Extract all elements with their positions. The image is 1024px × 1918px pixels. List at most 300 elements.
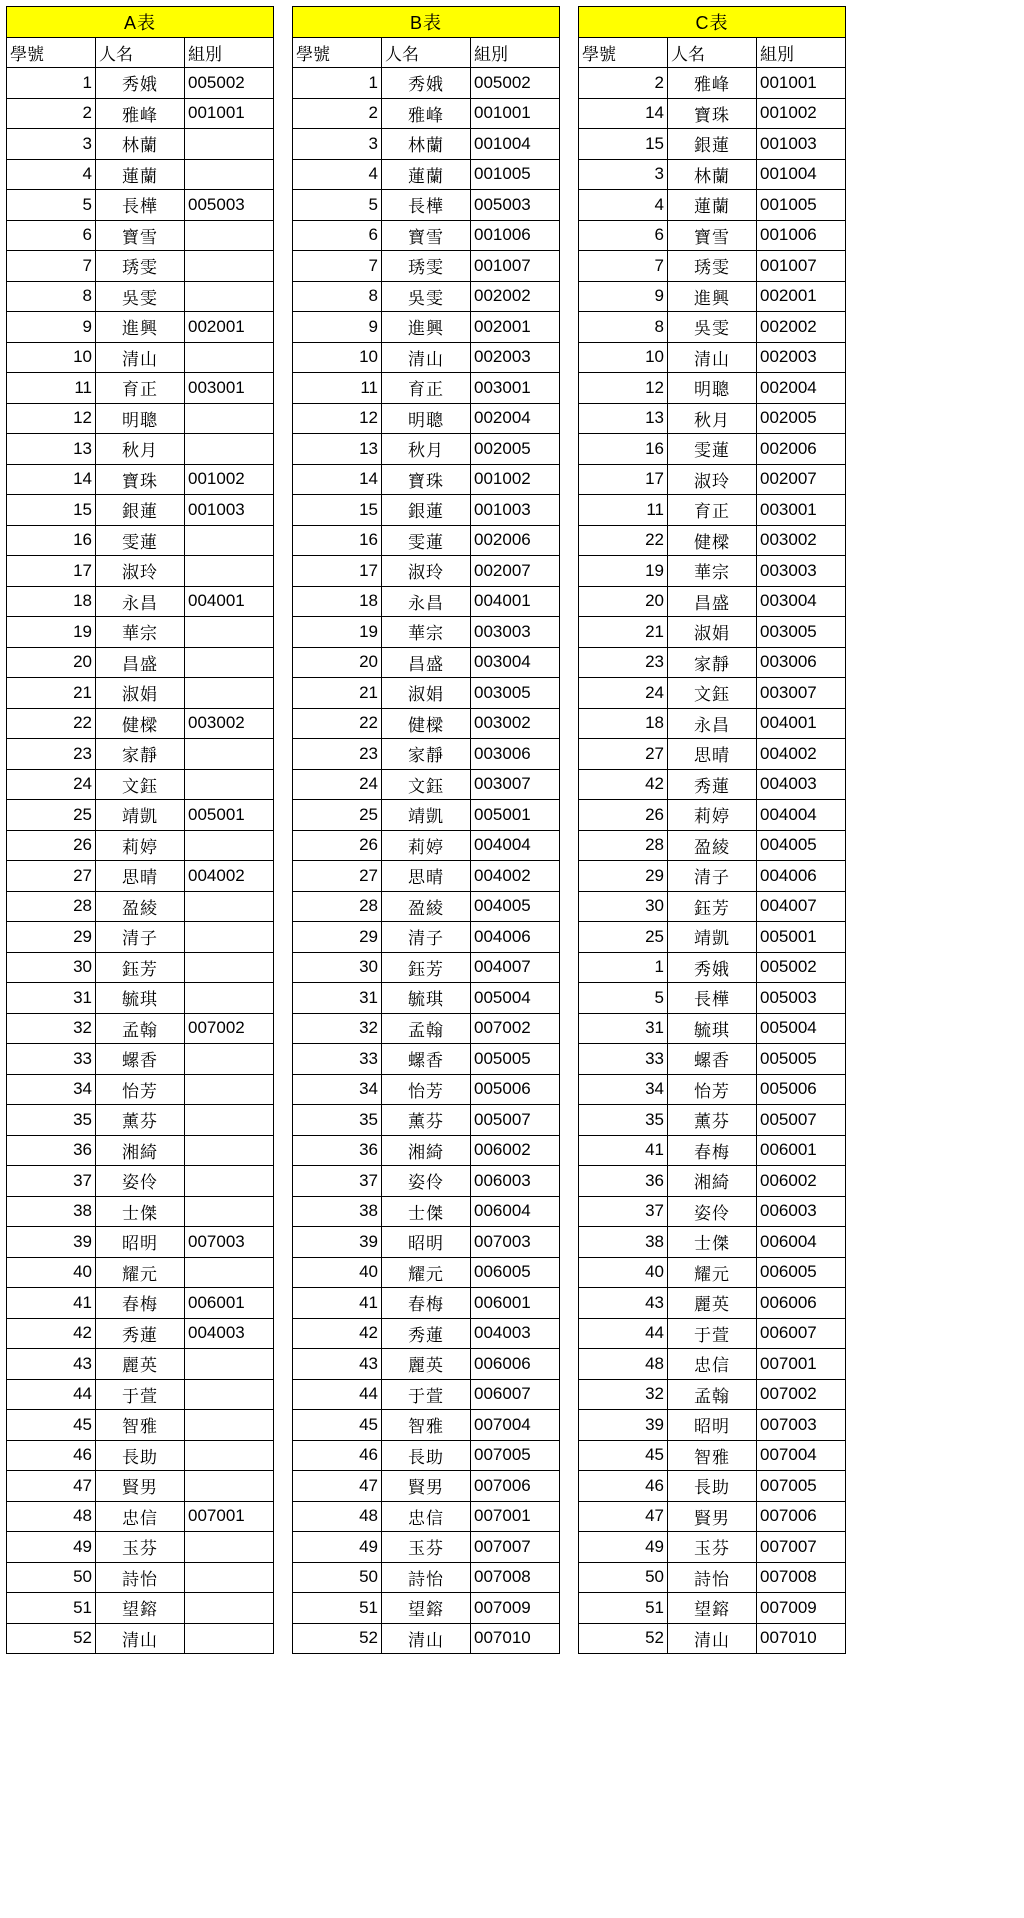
cell-person-name: 秀娥: [668, 952, 757, 983]
cell-person-name: 雅峰: [96, 98, 185, 129]
data-table-c: [578, 6, 846, 1654]
table-body-b: [293, 68, 560, 1654]
cell-group-id: 007010: [757, 1623, 846, 1654]
cell-group-id: 007002: [757, 1379, 846, 1410]
table-row: [293, 739, 560, 770]
cell-student-id: 28: [7, 891, 96, 922]
cell-student-id: 47: [579, 1501, 668, 1532]
cell-student-id: 9: [293, 312, 382, 343]
cell-group-id: 001006: [757, 220, 846, 251]
cell-person-name: 清山: [382, 1623, 471, 1654]
cell-person-name: 螺香: [96, 1044, 185, 1075]
cell-person-name: 鈺芳: [96, 952, 185, 983]
cell-group-id: [185, 1349, 274, 1380]
cell-person-name: 薰芬: [96, 1105, 185, 1136]
cell-student-id: 52: [579, 1623, 668, 1654]
cell-person-name: 長樺: [668, 983, 757, 1014]
cell-person-name: 淑娟: [382, 678, 471, 709]
cell-student-id: 42: [7, 1318, 96, 1349]
cell-group-id: [185, 251, 274, 282]
table-row: [579, 312, 846, 343]
table-row: [7, 190, 274, 221]
table-row: [579, 1135, 846, 1166]
cell-person-name: 孟翰: [382, 1013, 471, 1044]
table-row: [7, 129, 274, 160]
cell-group-id: 002007: [757, 464, 846, 495]
cell-person-name: 蓮蘭: [382, 159, 471, 190]
cell-student-id: 37: [579, 1196, 668, 1227]
cell-person-name: 昌盛: [668, 586, 757, 617]
cell-person-name: 銀蓮: [668, 129, 757, 160]
table-row: [7, 739, 274, 770]
cell-student-id: 35: [293, 1105, 382, 1136]
cell-student-id: 3: [7, 129, 96, 160]
cell-student-id: 22: [579, 525, 668, 556]
cell-group-id: 005006: [471, 1074, 560, 1105]
cell-person-name: 思晴: [668, 739, 757, 770]
cell-person-name: 健樑: [96, 708, 185, 739]
cell-person-name: 玉芬: [96, 1532, 185, 1563]
table-row: [293, 1349, 560, 1380]
table-row: [579, 1074, 846, 1105]
cell-person-name: 淑玲: [382, 556, 471, 587]
cell-student-id: 27: [7, 861, 96, 892]
cell-student-id: 12: [293, 403, 382, 434]
table-row: [293, 1410, 560, 1441]
cell-group-id: 006002: [757, 1166, 846, 1197]
table-row: [579, 1257, 846, 1288]
cell-student-id: 52: [293, 1623, 382, 1654]
cell-group-id: [185, 281, 274, 312]
cell-person-name: 華宗: [382, 617, 471, 648]
cell-student-id: 9: [579, 281, 668, 312]
cell-student-id: 48: [293, 1501, 382, 1532]
cell-person-name: 進興: [668, 281, 757, 312]
cell-person-name: 姿伶: [668, 1196, 757, 1227]
table-row: [7, 1349, 274, 1380]
cell-student-id: 7: [579, 251, 668, 282]
cell-group-id: 007007: [757, 1532, 846, 1563]
table-row: [7, 1288, 274, 1319]
cell-person-name: 湘綺: [668, 1166, 757, 1197]
cell-student-id: 39: [7, 1227, 96, 1258]
column-header-group: 組別: [471, 37, 560, 68]
table-row: [7, 952, 274, 983]
table-row: [579, 1562, 846, 1593]
cell-group-id: [185, 1135, 274, 1166]
cell-person-name: 昌盛: [96, 647, 185, 678]
cell-group-id: 005005: [757, 1044, 846, 1075]
cell-person-name: 薰芬: [668, 1105, 757, 1136]
cell-group-id: 003007: [471, 769, 560, 800]
cell-group-id: 001004: [757, 159, 846, 190]
cell-student-id: 38: [293, 1196, 382, 1227]
cell-student-id: 35: [579, 1105, 668, 1136]
cell-student-id: 20: [7, 647, 96, 678]
cell-student-id: 4: [7, 159, 96, 190]
cell-student-id: 43: [293, 1349, 382, 1380]
table-row: [293, 556, 560, 587]
cell-student-id: 25: [579, 922, 668, 953]
table-row: [7, 830, 274, 861]
cell-group-id: 007006: [471, 1471, 560, 1502]
cell-student-id: 13: [7, 434, 96, 465]
cell-group-id: 007005: [757, 1471, 846, 1502]
cell-group-id: 005003: [185, 190, 274, 221]
cell-student-id: 36: [7, 1135, 96, 1166]
cell-group-id: [185, 1562, 274, 1593]
table-row: [579, 769, 846, 800]
table-row: [293, 830, 560, 861]
cell-person-name: 麗英: [96, 1349, 185, 1380]
cell-group-id: 005004: [471, 983, 560, 1014]
cell-group-id: 001002: [471, 464, 560, 495]
cell-student-id: 11: [7, 373, 96, 404]
table-row: [579, 1288, 846, 1319]
cell-student-id: 38: [579, 1227, 668, 1258]
cell-person-name: 文鈺: [96, 769, 185, 800]
cell-student-id: 39: [293, 1227, 382, 1258]
cell-group-id: [185, 403, 274, 434]
cell-group-id: 004007: [757, 891, 846, 922]
cell-student-id: 10: [293, 342, 382, 373]
cell-group-id: [185, 1593, 274, 1624]
cell-group-id: [185, 434, 274, 465]
column-header-name: 人名: [668, 37, 757, 68]
cell-student-id: 28: [579, 830, 668, 861]
cell-group-id: [185, 1196, 274, 1227]
table-row: [579, 403, 846, 434]
cell-group-id: 007001: [471, 1501, 560, 1532]
cell-student-id: 34: [293, 1074, 382, 1105]
cell-group-id: 006004: [757, 1227, 846, 1258]
cell-student-id: 46: [293, 1440, 382, 1471]
cell-person-name: 清子: [96, 922, 185, 953]
cell-person-name: 詩怡: [382, 1562, 471, 1593]
table-row: [579, 434, 846, 465]
cell-student-id: 21: [579, 617, 668, 648]
cell-person-name: 忠信: [96, 1501, 185, 1532]
cell-person-name: 莉婷: [382, 830, 471, 861]
cell-group-id: 003002: [757, 525, 846, 556]
cell-person-name: 雯蓮: [668, 434, 757, 465]
cell-person-name: 吳雯: [382, 281, 471, 312]
cell-group-id: 007001: [757, 1349, 846, 1380]
cell-student-id: 1: [293, 68, 382, 99]
cell-person-name: 淑娟: [668, 617, 757, 648]
cell-group-id: [185, 1623, 274, 1654]
cell-group-id: 005002: [471, 68, 560, 99]
cell-group-id: [185, 617, 274, 648]
cell-group-id: [185, 1471, 274, 1502]
table-block-b: [292, 6, 560, 1654]
cell-person-name: 清山: [96, 1623, 185, 1654]
table-row: [579, 495, 846, 526]
cell-person-name: 士傑: [382, 1196, 471, 1227]
table-row: [293, 1105, 560, 1136]
cell-student-id: 14: [7, 464, 96, 495]
table-row: [579, 1471, 846, 1502]
cell-group-id: 001004: [471, 129, 560, 160]
cell-group-id: 007003: [185, 1227, 274, 1258]
table-row: [579, 891, 846, 922]
cell-student-id: 5: [579, 983, 668, 1014]
cell-student-id: 2: [293, 98, 382, 129]
cell-student-id: 47: [293, 1471, 382, 1502]
table-row: [7, 1562, 274, 1593]
cell-group-id: [185, 556, 274, 587]
cell-group-id: 003002: [471, 708, 560, 739]
cell-person-name: 靖凱: [382, 800, 471, 831]
cell-group-id: [185, 342, 274, 373]
cell-group-id: 005007: [757, 1105, 846, 1136]
table-row: [293, 403, 560, 434]
table-row: [579, 251, 846, 282]
cell-person-name: 孟翰: [668, 1379, 757, 1410]
cell-group-id: 004003: [185, 1318, 274, 1349]
table-row: [293, 647, 560, 678]
cell-person-name: 華宗: [96, 617, 185, 648]
cell-person-name: 昭明: [96, 1227, 185, 1258]
cell-person-name: 吳雯: [668, 312, 757, 343]
cell-group-id: [185, 983, 274, 1014]
cell-student-id: 12: [579, 373, 668, 404]
cell-student-id: 8: [579, 312, 668, 343]
cell-person-name: 耀元: [96, 1257, 185, 1288]
cell-group-id: 004002: [471, 861, 560, 892]
table-row: [293, 525, 560, 556]
table-row: [293, 1440, 560, 1471]
cell-student-id: 12: [7, 403, 96, 434]
cell-student-id: 36: [293, 1135, 382, 1166]
cell-student-id: 52: [7, 1623, 96, 1654]
table-row: [293, 617, 560, 648]
cell-student-id: 30: [7, 952, 96, 983]
table-row: [293, 1562, 560, 1593]
cell-group-id: [185, 1166, 274, 1197]
table-row: [293, 1532, 560, 1563]
cell-group-id: 004001: [757, 708, 846, 739]
cell-student-id: 49: [7, 1532, 96, 1563]
cell-group-id: 005007: [471, 1105, 560, 1136]
table-row: [293, 678, 560, 709]
cell-person-name: 思晴: [382, 861, 471, 892]
table-row: [293, 1623, 560, 1654]
table-row: [293, 1318, 560, 1349]
cell-person-name: 長樺: [382, 190, 471, 221]
table-row: [293, 434, 560, 465]
cell-person-name: 賢男: [96, 1471, 185, 1502]
cell-person-name: 望鎔: [96, 1593, 185, 1624]
cell-person-name: 寶珠: [96, 464, 185, 495]
cell-group-id: [185, 159, 274, 190]
table-row: [579, 1105, 846, 1136]
cell-group-id: 002003: [471, 342, 560, 373]
cell-group-id: 006005: [471, 1257, 560, 1288]
cell-group-id: 004002: [185, 861, 274, 892]
column-header-id: 學號: [7, 37, 96, 68]
cell-person-name: 林蘭: [96, 129, 185, 160]
cell-group-id: [185, 952, 274, 983]
table-row: [293, 861, 560, 892]
cell-person-name: 怡芳: [96, 1074, 185, 1105]
cell-person-name: 林蘭: [382, 129, 471, 160]
table-row: [7, 464, 274, 495]
cell-group-id: 007008: [471, 1562, 560, 1593]
cell-person-name: 螺香: [668, 1044, 757, 1075]
cell-student-id: 34: [579, 1074, 668, 1105]
table-row: [293, 464, 560, 495]
cell-student-id: 1: [579, 952, 668, 983]
cell-group-id: 005001: [471, 800, 560, 831]
cell-group-id: [185, 891, 274, 922]
cell-person-name: 育正: [96, 373, 185, 404]
table-title-row: [7, 7, 274, 38]
table-block-a: [6, 6, 274, 1654]
cell-student-id: 50: [579, 1562, 668, 1593]
table-row: [293, 373, 560, 404]
table-body-c: [579, 68, 846, 1654]
table-row: [7, 159, 274, 190]
cell-group-id: 007004: [471, 1410, 560, 1441]
cell-group-id: 002006: [471, 525, 560, 556]
cell-person-name: 湘綺: [96, 1135, 185, 1166]
cell-group-id: 007003: [757, 1410, 846, 1441]
cell-person-name: 淑玲: [96, 556, 185, 587]
cell-student-id: 13: [579, 403, 668, 434]
cell-group-id: 002005: [471, 434, 560, 465]
cell-group-id: [185, 1410, 274, 1441]
table-row: [579, 190, 846, 221]
cell-group-id: 007005: [471, 1440, 560, 1471]
cell-student-id: 11: [293, 373, 382, 404]
cell-person-name: 長樺: [96, 190, 185, 221]
table-row: [579, 1166, 846, 1197]
column-header-id: 學號: [579, 37, 668, 68]
table-row: [7, 1044, 274, 1075]
cell-student-id: 20: [293, 647, 382, 678]
table-row: [293, 769, 560, 800]
cell-person-name: 華宗: [668, 556, 757, 587]
table-row: [293, 190, 560, 221]
cell-student-id: 13: [293, 434, 382, 465]
table-row: [7, 98, 274, 129]
cell-group-id: 007009: [757, 1593, 846, 1624]
cell-student-id: 26: [7, 830, 96, 861]
table-row: [579, 1227, 846, 1258]
cell-student-id: 32: [579, 1379, 668, 1410]
cell-person-name: 淑娟: [96, 678, 185, 709]
cell-person-name: 毓琪: [382, 983, 471, 1014]
table-row: [7, 1593, 274, 1624]
cell-student-id: 41: [579, 1135, 668, 1166]
cell-person-name: 麗英: [382, 1349, 471, 1380]
cell-person-name: 雅峰: [668, 68, 757, 99]
table-block-c: [578, 6, 846, 1654]
cell-person-name: 秀蓮: [382, 1318, 471, 1349]
cell-student-id: 35: [7, 1105, 96, 1136]
table-row: [579, 525, 846, 556]
table-row: [293, 312, 560, 343]
cell-group-id: 001002: [757, 98, 846, 129]
cell-group-id: 004003: [757, 769, 846, 800]
cell-group-id: 001002: [185, 464, 274, 495]
table-row: [7, 800, 274, 831]
cell-person-name: 玉芬: [668, 1532, 757, 1563]
table-row: [579, 983, 846, 1014]
cell-student-id: 24: [579, 678, 668, 709]
cell-person-name: 明聰: [668, 373, 757, 404]
cell-group-id: [185, 647, 274, 678]
table-row: [7, 617, 274, 648]
table-row: [7, 922, 274, 953]
cell-student-id: 31: [7, 983, 96, 1014]
table-row: [7, 647, 274, 678]
cell-student-id: 45: [579, 1440, 668, 1471]
cell-person-name: 詩怡: [96, 1562, 185, 1593]
table-row: [579, 129, 846, 160]
cell-student-id: 37: [293, 1166, 382, 1197]
cell-person-name: 育正: [382, 373, 471, 404]
cell-student-id: 47: [7, 1471, 96, 1502]
table-row: [7, 586, 274, 617]
cell-student-id: 1: [7, 68, 96, 99]
table-row: [7, 1196, 274, 1227]
table-row: [579, 1410, 846, 1441]
cell-student-id: 23: [7, 739, 96, 770]
table-row: [293, 922, 560, 953]
cell-student-id: 44: [293, 1379, 382, 1410]
cell-group-id: 003007: [757, 678, 846, 709]
table-row: [579, 1318, 846, 1349]
cell-student-id: 48: [579, 1349, 668, 1380]
cell-student-id: 38: [7, 1196, 96, 1227]
table-header-row: [7, 37, 274, 68]
cell-person-name: 雯蓮: [382, 525, 471, 556]
cell-student-id: 19: [293, 617, 382, 648]
cell-student-id: 48: [7, 1501, 96, 1532]
table-row: [293, 1196, 560, 1227]
table-row: [7, 68, 274, 99]
cell-group-id: 006006: [757, 1288, 846, 1319]
cell-group-id: 002003: [757, 342, 846, 373]
cell-group-id: 004001: [185, 586, 274, 617]
table-row: [7, 769, 274, 800]
cell-group-id: 003006: [471, 739, 560, 770]
cell-group-id: 006001: [471, 1288, 560, 1319]
cell-person-name: 望鎔: [382, 1593, 471, 1624]
cell-person-name: 寶雪: [96, 220, 185, 251]
cell-group-id: 007007: [471, 1532, 560, 1563]
cell-student-id: 9: [7, 312, 96, 343]
table-row: [579, 708, 846, 739]
table-title-row: [579, 7, 846, 38]
cell-student-id: 14: [293, 464, 382, 495]
table-row: [7, 1471, 274, 1502]
cell-person-name: 思晴: [96, 861, 185, 892]
table-row: [579, 1593, 846, 1624]
cell-person-name: 育正: [668, 495, 757, 526]
cell-group-id: 005001: [185, 800, 274, 831]
cell-person-name: 林蘭: [668, 159, 757, 190]
cell-person-name: 明聰: [382, 403, 471, 434]
cell-person-name: 清子: [668, 861, 757, 892]
table-row: [579, 1532, 846, 1563]
table-row: [579, 373, 846, 404]
table-row: [579, 800, 846, 831]
cell-student-id: 30: [293, 952, 382, 983]
column-header-id: 學號: [293, 37, 382, 68]
